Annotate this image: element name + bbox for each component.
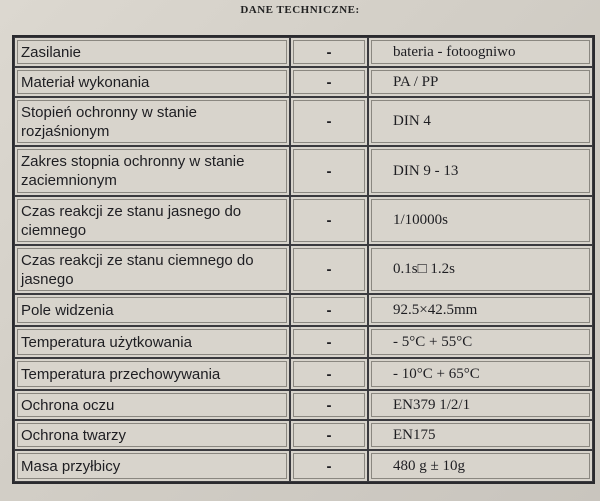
- spec-value: 1/10000s: [368, 196, 593, 245]
- spec-name: Czas reakcji ze stanu jasnego do ciemnego: [14, 196, 290, 245]
- table-row: [14, 97, 593, 146]
- spec-dash: -: [290, 146, 368, 196]
- table-row: [14, 294, 593, 326]
- table-row: [14, 67, 593, 97]
- spec-value: 92.5×42.5mm: [368, 294, 593, 326]
- spec-value: - 5°C + 55°C: [368, 326, 593, 358]
- spec-value: DIN 9 - 13: [368, 146, 593, 196]
- table-row: [14, 358, 593, 390]
- table-row: [14, 390, 593, 420]
- spec-dash: -: [290, 37, 368, 67]
- spec-value: 0.1s□ 1.2s: [368, 245, 593, 294]
- spec-value: - 10°C + 65°C: [368, 358, 593, 390]
- spec-name: Masa przyłbicy: [14, 450, 290, 482]
- spec-dash: -: [290, 294, 368, 326]
- spec-name: Ochrona twarzy: [14, 420, 290, 450]
- spec-name: Czas reakcji ze stanu ciemnego do jasnego: [14, 245, 290, 294]
- spec-value: EN175: [368, 420, 593, 450]
- spec-dash: -: [290, 196, 368, 245]
- table-row: [14, 196, 593, 245]
- spec-name: Ochrona oczu: [14, 390, 290, 420]
- spec-value: bateria - fotoogniwo: [368, 37, 593, 67]
- specs-body: [14, 37, 593, 482]
- spec-name: Zasilanie: [14, 37, 290, 67]
- technical-specs-table: [12, 35, 595, 484]
- table-row: [14, 450, 593, 482]
- table-row: [14, 420, 593, 450]
- spec-name: Pole widzenia: [14, 294, 290, 326]
- spec-value: 480 g ± 10g: [368, 450, 593, 482]
- spec-name: Temperatura przechowywania: [14, 358, 290, 390]
- spec-dash: -: [290, 97, 368, 146]
- spec-dash: -: [290, 420, 368, 450]
- spec-value: PA / PP: [368, 67, 593, 97]
- table-row: [14, 245, 593, 294]
- spec-value: EN379 1/2/1: [368, 390, 593, 420]
- spec-dash: -: [290, 326, 368, 358]
- table-row: [14, 326, 593, 358]
- spec-name: Stopień ochronny w stanie rozjaśnionym: [14, 97, 290, 146]
- spec-dash: -: [290, 67, 368, 97]
- spec-dash: -: [290, 390, 368, 420]
- spec-name: Zakres stopnia ochronny w stanie zaciemnionym: [14, 146, 290, 196]
- spec-name: Temperatura użytkowania: [14, 326, 290, 358]
- spec-dash: -: [290, 245, 368, 294]
- spec-dash: -: [290, 358, 368, 390]
- spec-dash: -: [290, 450, 368, 482]
- table-row: [14, 146, 593, 196]
- spec-value: DIN 4: [368, 97, 593, 146]
- document-title: DANE TECHNICZNE:: [240, 4, 360, 16]
- table-row: [14, 37, 593, 67]
- spec-name: Materiał wykonania: [14, 67, 290, 97]
